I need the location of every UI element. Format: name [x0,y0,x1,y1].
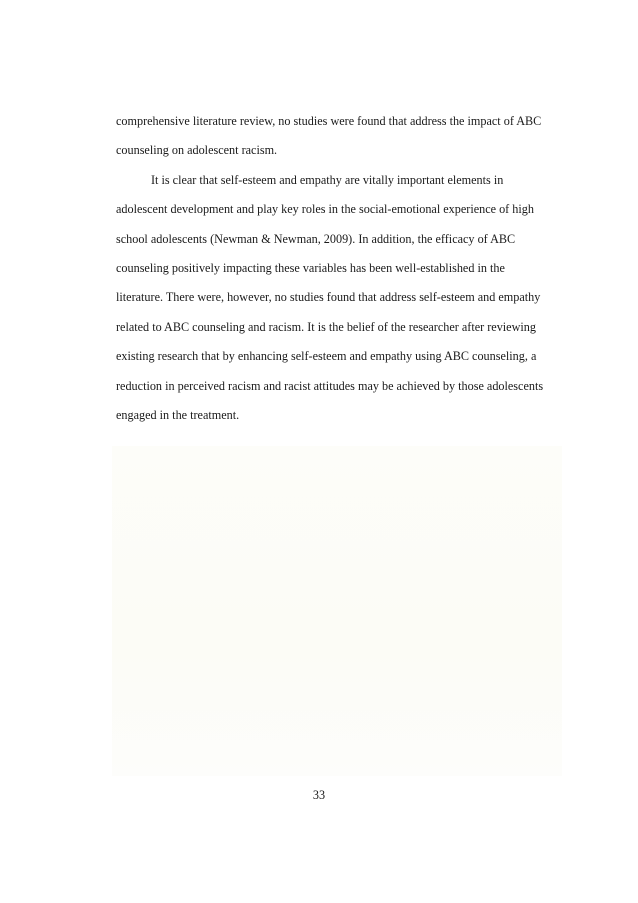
page-number: 33 [312,788,326,802]
text-line: comprehensive literature review, no studies were found that address the impact of ABC [116,114,542,128]
text-line: reduction in perceived racism and racist attitudes may be achieved by those adolescents [116,378,544,393]
text-line: school adolescents (Newman & Newman, 2009). In addition, the efficacy of ABC [116,231,516,246]
page-background-panel [112,446,562,776]
text-line: counseling on adolescent racism. [116,143,278,158]
paragraph-first-line: It is clear that self-esteem and empathy are vitally important elements in [151,172,504,187]
text-line: related to ABC counseling and racism. It is the belief of the researcher after reviewing [116,319,536,334]
text-line: engaged in the treatment. [116,407,240,422]
text-line: literature. There were, however, no studies found that address self-esteem and empathy [116,290,541,305]
body-text [116,107,556,430]
text-line: adolescent development and play key roles in the social-emotional experience of high [116,202,534,217]
text-line: counseling positively impacting these variables has been well-established in the [116,260,505,275]
text-line: existing research that by enhancing self-esteem and empathy using ABC counseling, a [116,349,537,364]
